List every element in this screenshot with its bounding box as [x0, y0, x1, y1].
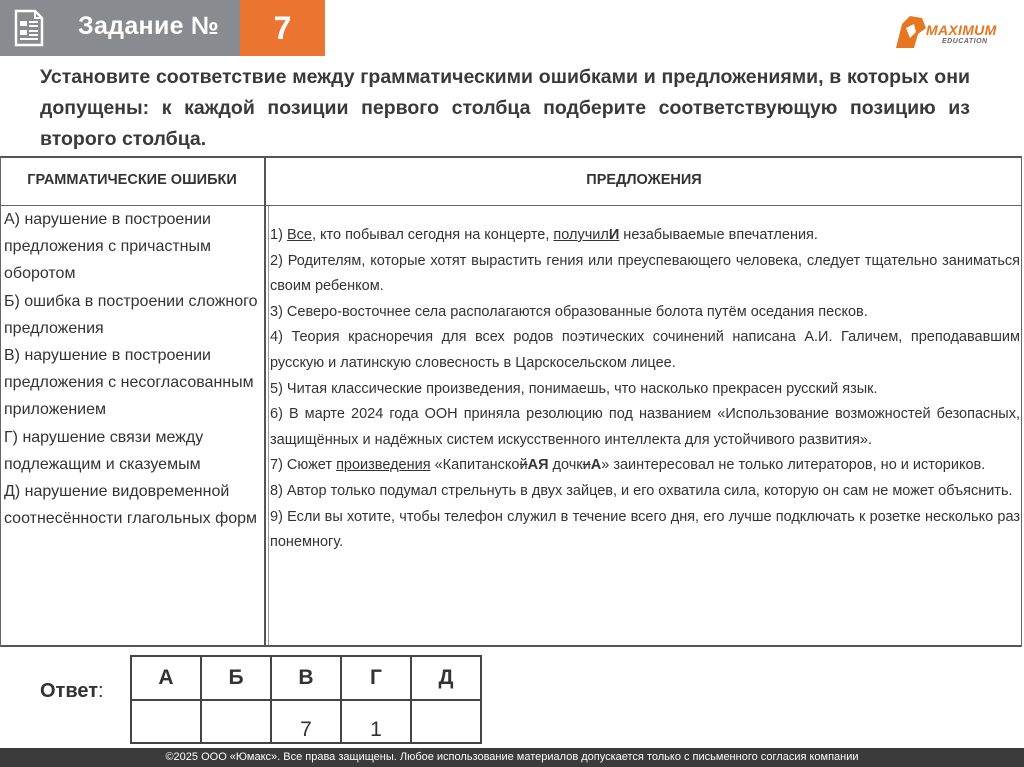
document-icon: [14, 9, 44, 47]
answer-label: Ответ:: [40, 680, 104, 702]
logo-text: MAXIMUM: [926, 22, 997, 38]
sentence-1: 1) Все, кто побывал сегодня на концерте, получилИ незабываемые впечатления.: [270, 227, 818, 243]
answer-header-a: А: [131, 656, 201, 700]
sentence-3: 3) Северо-восточнее села располагаются образованные болота путём оседания песков.: [270, 303, 868, 320]
task-number: 7: [240, 0, 325, 56]
error-item-d: Д) нарушение видовременной соотнесённости глагольных форм: [4, 483, 258, 528]
table-right-border: [1021, 157, 1022, 647]
table-left-border: [0, 157, 1, 647]
sentence-4: 4) Теория красноречия для всех родов поэтических сочинений написана А.И. Галичем, преподававшим русскую и латинскую словесность в Царскосельском лицее.: [270, 329, 1020, 371]
answer-cell-d[interactable]: [411, 700, 481, 743]
error-item-v: В) нарушение в построении предложения с несогласованным приложением: [4, 347, 254, 419]
sentence-7: 7) Сюжет произведения «КапитанскойАЯ дочкиА» заинтересовал не только литераторов, но и историков.: [270, 457, 986, 474]
sentences-column-header: ПРЕДЛОЖЕНИЯ: [586, 172, 702, 188]
answer-header-g: Г: [341, 656, 411, 700]
sentence-8: 8) Автор только подумал стрельнуть в двух зайцев, и его охватила сила, которую он сам не может объяснить.: [270, 482, 1013, 499]
copyright-footer: ©2025 ООО «Юмакс». Все права защищены. Любое использование материалов допускается только с письменного согласия компании: [0, 748, 1024, 767]
predicate-word: получилИ: [553, 227, 620, 243]
error-item-g: Г) нарушение связи между подлежащим и сказуемым: [4, 428, 204, 473]
sentences-left-rule: [268, 206, 269, 645]
underlined-word: произведения: [336, 457, 431, 474]
table-top-border: [0, 156, 1022, 158]
error-item-b: Б) ошибка в построении сложного предложения: [4, 292, 258, 337]
table-bottom-border: [0, 645, 1022, 647]
sentence-5: 5) Читая классические произведения, понимаешь, что насколько прекрасен русский язык.: [270, 380, 878, 397]
errors-column-header: ГРАММАТИЧЕСКИЕ ОШИБКИ: [27, 172, 237, 188]
task-title: Задание №: [78, 12, 220, 40]
table-column-divider: [264, 157, 266, 647]
answer-header-b: Б: [201, 656, 271, 700]
subject-word: Все: [286, 227, 312, 243]
answer-cell-b[interactable]: [201, 700, 271, 743]
logo-subtext: EDUCATION: [942, 38, 988, 45]
errors-list: [4, 206, 260, 532]
answer-cell-v[interactable]: 7: [271, 700, 341, 743]
error-item-a: А) нарушение в построении предложения с причастным оборотом: [4, 211, 212, 283]
answer-cell-g[interactable]: 1: [341, 700, 411, 743]
sentence-2: 2) Родителям, которые хотят вырастить гения или преуспевающего человека, следует тщательно заниматься своим ребенком.: [270, 252, 1020, 295]
sentences-list: [270, 223, 1020, 556]
sentence-6: 6) В марте 2024 года ООН приняла резолюцию под названием «Использование возможностей безопасных, защищённых и надёжных систем искусственного интеллекта для устойчивого развития».: [270, 406, 1020, 448]
answer-header-d: Д: [411, 656, 481, 700]
maximum-logo: [892, 12, 1022, 52]
sentence-9: 9) Если вы хотите, чтобы телефон служил в течение всего дня, его лучше подключать к розетке несколько раз понемногу.: [270, 508, 1020, 551]
answer-cell-a[interactable]: [131, 700, 201, 743]
answer-table: [130, 655, 482, 744]
logo-icon: [892, 12, 928, 52]
answer-header-v: В: [271, 656, 341, 700]
task-instruction: Установите соответствие между грамматическими ошибками и предложениями, в которых они допущены: к каждой позиции первого столбца подберите соответствующую позицию из второго столбца.: [40, 66, 970, 150]
